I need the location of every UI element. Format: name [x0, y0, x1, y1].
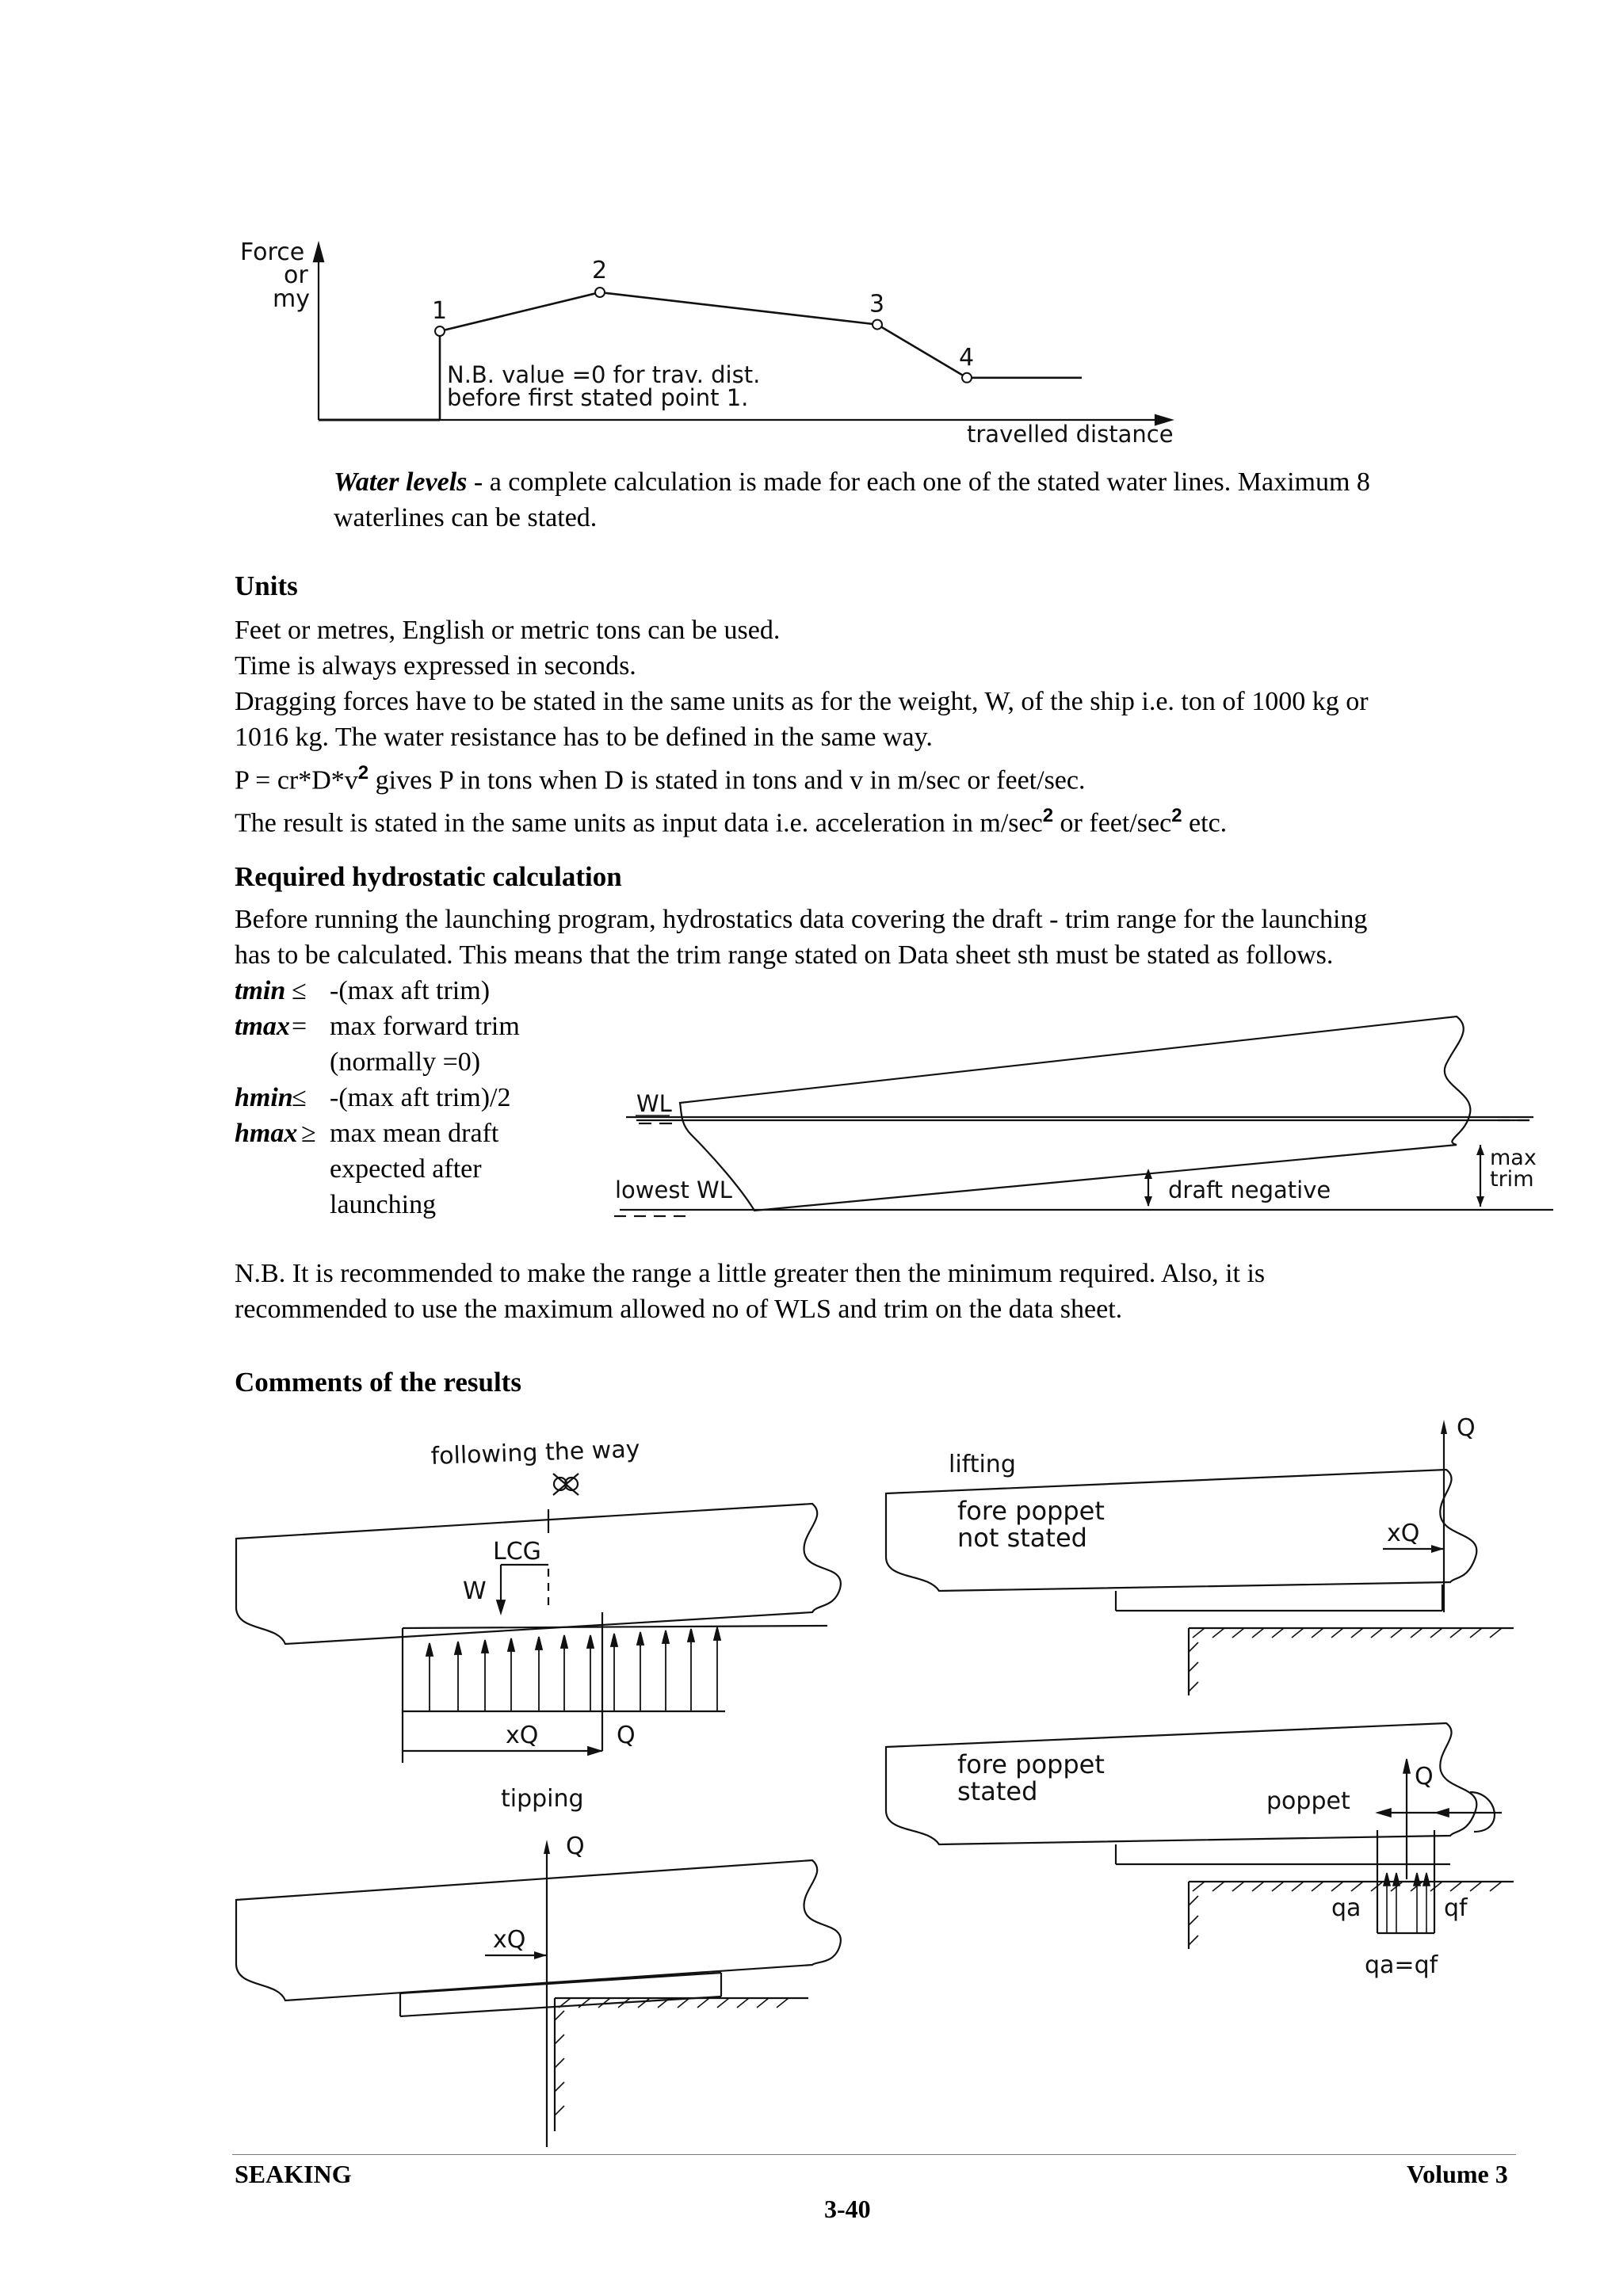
x-axis-label: travelled distance — [967, 421, 1174, 448]
fore-poppet-not-stated-line2: not stated — [957, 1523, 1087, 1553]
units-heading: Units — [235, 570, 298, 601]
hull-following-the-way — [236, 1504, 841, 1644]
units-line: 1016 kg. The water resistance has to be defined in the same way. — [235, 723, 933, 752]
units-line: Dragging forces have to be stated in the same units as for the weight, W, of the ship i.e. ton of 1000 kg or — [235, 687, 1369, 716]
footer-divider — [232, 2154, 1516, 2155]
water-levels-text: - a complete calculation is made for each one of the stated water lines. Maximum 8 — [467, 467, 1370, 497]
force-distance-chart — [0, 222, 1236, 460]
water-levels-paragraph — [334, 464, 1522, 536]
qf-label: qf — [1444, 1894, 1468, 1922]
units-line: Time is always expressed in seconds. — [235, 651, 636, 681]
comments-heading: Comments of the results — [235, 1367, 521, 1398]
data-point-2 — [595, 288, 605, 297]
data-point-4 — [962, 373, 972, 383]
qa-label: qa — [1331, 1894, 1361, 1922]
q-label: Q — [617, 1722, 636, 1749]
lowest-wl-label: lowest WL — [615, 1177, 732, 1203]
units-paragraph — [235, 612, 1534, 841]
hydrostatic-heading: Required hydrostatic calculation — [235, 861, 622, 892]
point-label: 2 — [592, 257, 608, 284]
tipping-label: tipping — [501, 1785, 584, 1813]
poppet-label: poppet — [1266, 1787, 1350, 1815]
chart-note-line2: before first stated point 1. — [447, 384, 749, 411]
draft-negative-label: draft negative — [1168, 1177, 1331, 1203]
results-diagrams — [0, 1410, 1623, 2163]
fore-poppet-stated-line1: fore poppet — [957, 1749, 1105, 1779]
hydrostatic-paragraph: Before running the launching program, hydrostatics data covering the draft - trim range for the launching has to be calculated. This means that the trim range stated on Data sheet sth must be stated as follows. — [235, 905, 1368, 970]
point-label: 4 — [959, 343, 975, 372]
tipping-q-label: Q — [566, 1833, 585, 1860]
trim-parameters-list: tmin ≤ -(max aft trim) tmax= max forward trim (normally =0) hmin≤ -(max aft trim)/2 hmax ≥ max mean draft expected after launching — [235, 976, 520, 1219]
pressure-arrows — [426, 1600, 720, 1755]
lcg-label: LCG — [493, 1538, 541, 1566]
point-label: 1 — [432, 297, 448, 325]
hull-tipping — [236, 1860, 841, 2000]
weight-label: W — [463, 1577, 487, 1605]
y-axis-label-force: Force — [240, 238, 305, 266]
trim-waterline-diagram — [602, 998, 1569, 1236]
footer-left: SEAKING — [235, 2160, 352, 2188]
data-point-1 — [435, 326, 445, 336]
lifting-xq-label: xQ — [1387, 1520, 1420, 1547]
units-line: Feet or metres, English or metric tons can be used. — [235, 616, 781, 645]
poppet-q-label: Q — [1415, 1763, 1434, 1791]
footer-right: Volume 3 — [1407, 2160, 1508, 2188]
hull-outline — [680, 1016, 1470, 1211]
units-formula-line: $P = cr*D*v^2$ gives P in tons when D is stated in tons and v in m/sec or feet/sec. — [235, 762, 1086, 795]
following-the-way-label: following the way — [430, 1435, 640, 1470]
tipping-xq-label: xQ — [493, 1926, 526, 1954]
water-levels-text-cont: waterlines can be stated. — [334, 503, 598, 532]
data-point-3 — [873, 320, 882, 330]
y-axis-label-my: my — [273, 285, 310, 313]
xq-label: xQ — [506, 1722, 539, 1749]
point-label: 3 — [869, 290, 885, 318]
chart-note-line1: N.B. value =0 for trav. dist. — [447, 361, 761, 388]
fore-poppet-not-stated-line1: fore poppet — [957, 1496, 1105, 1526]
water-levels-term: Water levels — [334, 467, 468, 497]
max-trim-label-line2: trim — [1490, 1167, 1534, 1192]
page-number: 3-40 — [824, 2195, 871, 2223]
nb-paragraph: N.B. It is recommended to make the range a little greater then the minimum required. Also, it is recommended to use the maximum allowed no of WLS and trim on the data sheet. — [235, 1259, 1266, 1324]
lifting-q-label: Q — [1457, 1414, 1476, 1442]
max-trim-label-line1: max — [1490, 1146, 1537, 1170]
lifting-label: lifting — [949, 1451, 1016, 1478]
qa-eq-qf-label: qa=qf — [1365, 1951, 1438, 1979]
fore-poppet-stated-line2: stated — [957, 1776, 1038, 1806]
wl-label: WL — [636, 1090, 672, 1117]
units-result-line: The result is stated in the same units as input data i.e. acceleration in $m/\sec^2$ or feet/$\sec^2$ etc. — [235, 805, 1228, 838]
y-axis-label-or: or — [284, 261, 308, 289]
